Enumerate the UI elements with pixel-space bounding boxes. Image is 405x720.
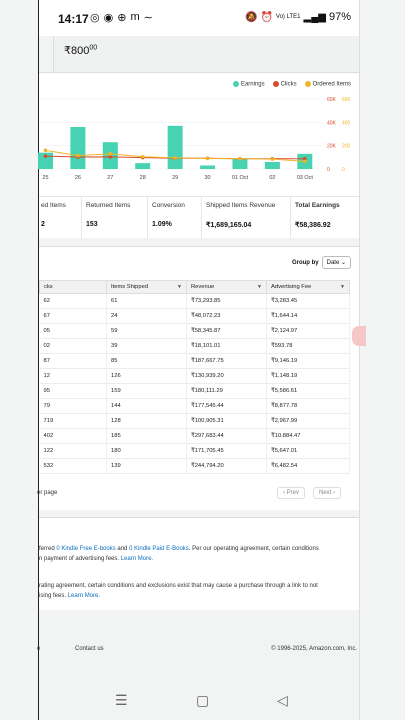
earnings-chart: [39, 91, 359, 187]
table-cell: 126: [107, 369, 187, 384]
stats-card: [39, 196, 359, 238]
x-axis-tick-label: 01 Oct: [231, 175, 249, 181]
page-footer: [39, 642, 359, 660]
table-cell: 39: [107, 339, 187, 354]
chart-point-clicks: [44, 154, 48, 158]
left-axis-tick-label: 40K: [327, 120, 336, 127]
table-cell: ₹9,146.19: [267, 354, 350, 369]
android-nav-bar: [39, 682, 359, 720]
table-cell: 159: [107, 384, 187, 399]
note-line-3: [39, 581, 339, 591]
table-header-row: [40, 281, 350, 294]
next-page-button[interactable]: Next ›: [313, 487, 341, 499]
table-cell: 62: [40, 294, 107, 309]
table-cell: ₹187,667.75: [187, 354, 267, 369]
stat-label: Total Earnings: [295, 202, 340, 209]
cell-signal-icon: ▂▄▆: [303, 11, 326, 23]
left-axis-tick-label: 0: [327, 167, 330, 173]
stat-ordered-items: [37, 197, 82, 239]
mute-icon: 🔕: [245, 11, 258, 23]
gmail-icon: m: [130, 11, 140, 23]
table-cell: 02: [40, 339, 107, 354]
table-cell: ₹244,794.20: [187, 459, 267, 474]
chart-bar-earnings: [265, 162, 280, 169]
chart-point-ordered-items: [76, 154, 80, 158]
column-header-revenue[interactable]: [187, 281, 267, 294]
notification-icon: ◉: [103, 12, 114, 24]
app-icon: ⊕: [117, 12, 127, 24]
summary-top-card: [53, 36, 359, 72]
x-axis-tick-label: 03 Oct: [296, 175, 313, 181]
stat-label: Shipped Items Revenue: [206, 202, 276, 209]
left-axis-tick-label: 20K: [327, 143, 336, 150]
table-cell: ₹10,884.47: [267, 429, 350, 444]
table-body: [40, 294, 350, 474]
table-row[interactable]: [40, 429, 350, 444]
chart-bar-earnings: [70, 127, 85, 169]
report-table-card: [39, 246, 359, 510]
stat-label: Returned Items: [86, 202, 131, 209]
table-cell: ₹130,939.20: [187, 369, 267, 384]
summary-amount-sup: 00: [89, 44, 98, 52]
table-cell: ₹18,101.01: [187, 339, 267, 354]
table-cell: 402: [40, 429, 107, 444]
column-header-advertising-fee[interactable]: [267, 281, 350, 294]
table-cell: 59: [107, 324, 187, 339]
table-cell: 61: [107, 294, 187, 309]
chart-legend: [233, 81, 351, 88]
chevron-down-icon: ⌄: [340, 260, 346, 266]
status-app-icons: [90, 11, 153, 24]
table-row[interactable]: [40, 444, 350, 459]
learn-more-link[interactable]: Learn More.: [67, 593, 101, 599]
table-row[interactable]: [40, 354, 350, 369]
table-row[interactable]: [40, 384, 350, 399]
table-cell: ₹3,283.45: [267, 294, 350, 309]
table-cell: ₹8,877.78: [267, 399, 350, 414]
x-axis-tick-label: 25: [42, 175, 49, 181]
note-text: ferred: [39, 546, 57, 552]
table-cell: ₹1,148.19: [267, 369, 350, 384]
stat-value: 1.09%: [152, 221, 172, 228]
status-right-icons: [245, 11, 351, 23]
x-axis-tick-label: 30: [204, 175, 211, 181]
battery-text: 97%: [328, 11, 351, 23]
table-cell: 144: [107, 399, 187, 414]
table-cell: ₹297,683.44: [187, 429, 267, 444]
note-text: rating agreement, certain conditions and exclusions exist that may cause a purchase through a link to not: [39, 583, 318, 589]
table-cell: 95: [40, 384, 107, 399]
signal-icon: ∼: [143, 12, 153, 24]
table-cell: 67: [40, 309, 107, 324]
x-axis-tick-label: 29: [172, 175, 179, 181]
table-cell: 180: [107, 444, 187, 459]
kindle-free-link[interactable]: 0 Kindle Free E-books: [56, 546, 116, 552]
note-text: n payment of advertising fees.: [39, 556, 121, 562]
legend-swatch-earnings: [233, 81, 239, 87]
legend-swatch-clicks: [273, 81, 279, 87]
column-header-label: Advertising Fee: [271, 284, 312, 290]
stat-returned-items: [81, 197, 147, 239]
table-cell: ₹1,644.14: [267, 309, 350, 324]
summary-amount-value: ₹800: [64, 45, 90, 57]
chart-point-ordered-items: [173, 156, 177, 160]
table-cell: 532: [40, 459, 107, 474]
column-header-label: Revenue: [191, 284, 215, 290]
table-row[interactable]: [40, 309, 350, 324]
table-cell: ₹73,293.85: [187, 294, 267, 309]
x-axis-tick-label: 26: [74, 175, 81, 181]
stat-conversion: [147, 197, 201, 239]
table-cell: ₹180,111.29: [187, 384, 267, 399]
legend-item-clicks[interactable]: [273, 81, 297, 88]
table-cell: 139: [107, 459, 187, 474]
table-cell: 185: [107, 429, 187, 444]
note-line-4: [39, 591, 339, 601]
table-row[interactable]: [40, 294, 350, 309]
chart-point-ordered-items: [44, 149, 48, 153]
table-cell: ₹5,647.01: [267, 444, 350, 459]
column-header-items-shipped[interactable]: [107, 281, 187, 294]
chart-point-ordered-items: [206, 157, 210, 161]
sort-icon: ▼: [340, 284, 345, 290]
legend-item-ordered-items[interactable]: [305, 81, 351, 88]
phone-screen: [39, 0, 359, 720]
instagram-icon: ◎: [90, 12, 100, 24]
chart-point-ordered-items: [303, 160, 307, 164]
right-backdrop: [359, 0, 405, 720]
per-page-label[interactable]: er page: [37, 490, 58, 496]
report-table: [39, 280, 350, 474]
table-cell: 79: [40, 399, 107, 414]
stat-total-earnings: [290, 197, 359, 239]
table-cell: ₹2,124.97: [267, 324, 350, 339]
column-header-label: cks: [44, 284, 53, 290]
table-cell: 122: [40, 444, 107, 459]
note-line-2: [39, 554, 339, 564]
volte-text: Vo) LTE1: [275, 14, 301, 20]
chart-bar-earnings: [200, 166, 215, 170]
table-cell: ₹58,345.87: [187, 324, 267, 339]
note-text: . Per our operating agreement, certain conditions: [188, 546, 319, 552]
table-cell: ₹593.78: [267, 339, 350, 354]
status-bar: [39, 0, 359, 36]
stat-label: ed Items: [41, 202, 66, 209]
earnings-chart-card: [39, 72, 359, 196]
group-by-value: Date: [326, 260, 340, 266]
group-by-control: [292, 256, 351, 269]
table-row[interactable]: [40, 399, 350, 414]
x-axis-tick-label: 27: [107, 175, 114, 181]
legend-label-ordered-items: Ordered Items: [312, 81, 351, 88]
table-cell: 128: [107, 414, 187, 429]
chart-point-ordered-items: [271, 157, 275, 161]
stat-value: ₹58,386.92: [295, 222, 331, 229]
recent-apps-icon[interactable]: ☰: [115, 692, 128, 708]
disclosure-card: [39, 517, 359, 610]
table-cell: 719: [40, 414, 107, 429]
copyright-text: © 1996-2025, Amazon.com, Inc.: [271, 646, 357, 652]
note-text: ising fees.: [39, 593, 68, 599]
stat-shipped-revenue: [201, 197, 290, 239]
back-icon[interactable]: ◁: [277, 692, 288, 708]
kindle-paid-link[interactable]: 0 Kindle Paid E-Books: [129, 546, 189, 552]
right-axis-tick-label: 600: [342, 97, 351, 103]
x-axis-tick-label: 02: [269, 175, 276, 181]
legend-label-clicks: Clicks: [280, 81, 297, 88]
table-row[interactable]: [40, 459, 350, 474]
table-cell: ₹6,482.54: [267, 459, 350, 474]
sort-icon: ▼: [177, 284, 182, 290]
chart-point-ordered-items: [238, 157, 242, 161]
table-row[interactable]: [40, 339, 350, 354]
footer-link[interactable]: e: [37, 646, 41, 652]
left-backdrop: [0, 0, 39, 720]
legend-swatch-ordered-items: [305, 81, 311, 87]
contact-us-link[interactable]: Contact us: [75, 646, 104, 652]
chart-bar-earnings: [168, 126, 183, 169]
alarm-icon: ⏰: [260, 11, 273, 23]
right-axis-tick-label: 400: [342, 120, 351, 127]
table-cell: ₹100,905.31: [187, 414, 267, 429]
learn-more-link[interactable]: Learn More.: [120, 556, 154, 562]
legend-label-earnings: Earnings: [240, 81, 265, 88]
note-line-1: [39, 544, 339, 554]
right-axis-tick-label: 0: [342, 167, 345, 173]
table-cell: ₹177,545.44: [187, 399, 267, 414]
table-cell: 12: [40, 369, 107, 384]
column-header-label: Items Shipped: [111, 284, 149, 290]
summary-top-amount: [64, 44, 97, 57]
note-text: and: [115, 546, 130, 552]
left-axis-tick-label: 60K: [327, 97, 336, 103]
stat-value: 2: [41, 221, 45, 228]
x-axis-tick-label: 28: [139, 175, 146, 181]
stat-value: ₹1,689,165.04: [206, 222, 252, 229]
prev-page-button[interactable]: ‹ Prev: [277, 487, 305, 499]
pagination: [39, 487, 359, 501]
table-cell: 87: [40, 354, 107, 369]
floating-handle[interactable]: [352, 326, 366, 346]
group-by-select[interactable]: [322, 256, 351, 269]
status-time: 14:17: [58, 12, 89, 26]
table-cell: 24: [107, 309, 187, 324]
column-header-clicks[interactable]: [40, 281, 107, 294]
table-row[interactable]: [40, 414, 350, 429]
home-icon[interactable]: ▢: [196, 692, 210, 708]
chart-point-ordered-items: [109, 152, 113, 156]
right-axis-tick-label: 200: [342, 143, 351, 150]
group-by-label: Group by: [291, 259, 319, 266]
table-row[interactable]: [40, 369, 350, 384]
table-cell: 85: [107, 354, 187, 369]
table-cell: ₹48,072.23: [187, 309, 267, 324]
table-cell: ₹5,586.61: [267, 384, 350, 399]
table-cell: 05: [40, 324, 107, 339]
table-cell: ₹2,967.99: [267, 414, 350, 429]
stat-value: 153: [86, 221, 98, 228]
sort-icon: ▼: [257, 284, 262, 290]
table-row[interactable]: [40, 324, 350, 339]
chart-point-ordered-items: [141, 155, 145, 159]
stat-label: Conversion: [152, 202, 185, 209]
legend-item-earnings[interactable]: [233, 81, 265, 88]
table-cell: ₹171,705.45: [187, 444, 267, 459]
chart-bar-earnings: [135, 163, 150, 169]
